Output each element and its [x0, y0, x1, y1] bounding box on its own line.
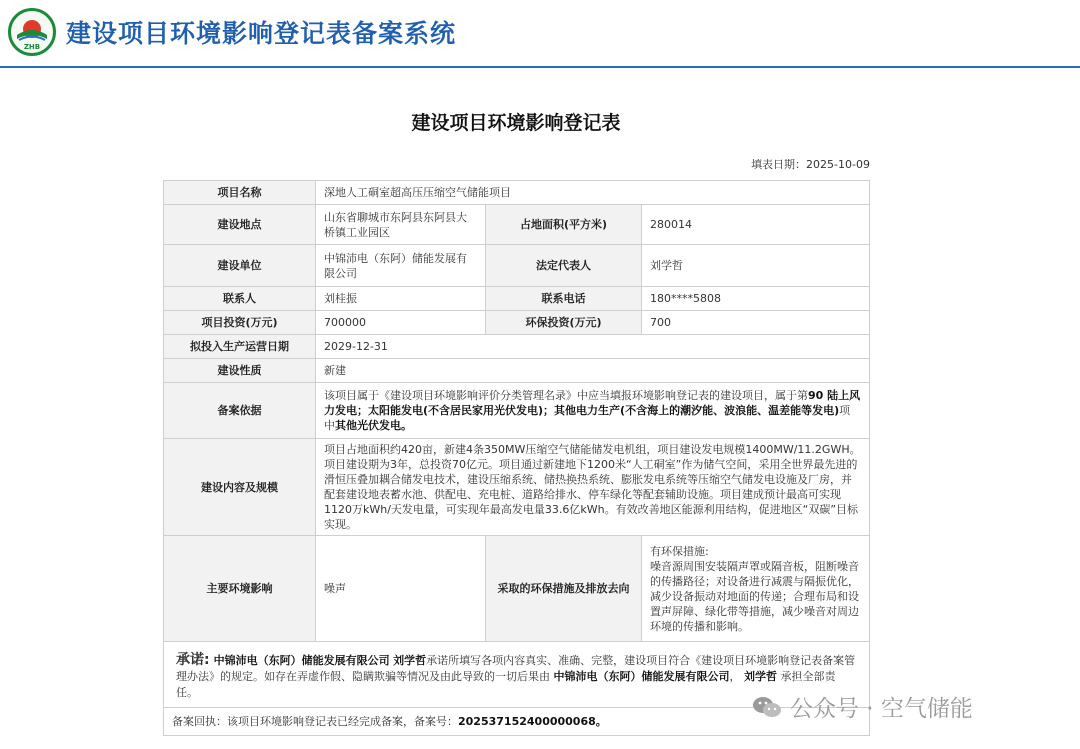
pledge-person: 刘学哲 — [393, 654, 427, 667]
env-investment-value: 700 — [642, 311, 870, 335]
investment-value: 700000 — [316, 311, 486, 335]
env-investment-label: 环保投资(万元) — [486, 311, 642, 335]
wechat-icon — [752, 694, 782, 720]
pledge-company-2: 中锦沛电（东阿）储能发展有限公司 — [553, 670, 730, 683]
area-value: 280014 — [642, 205, 870, 245]
zhb-logo — [8, 8, 56, 56]
impact-value: 噪声 — [316, 536, 486, 642]
pledge-sep: ， — [729, 670, 741, 683]
legal-rep-label: 法定代表人 — [486, 245, 642, 287]
basis-text-1: 该项目属于《建设项目环境影响评价分类管理名录》中应当填报环境影响登记表的建设项目，属于第 — [324, 389, 808, 402]
watermark — [752, 690, 973, 723]
receipt-number: 202537152400000068。 — [458, 715, 607, 728]
pledge-company: 中锦沛电（东阿）储能发展有限公司 — [213, 654, 390, 667]
phone-value: 180****5808 — [642, 287, 870, 311]
contact-label: 联系人 — [164, 287, 316, 311]
measures-value — [642, 536, 870, 642]
row-unit — [164, 245, 870, 287]
row-impact — [164, 536, 870, 642]
basis-value — [316, 383, 870, 439]
scope-value: 项目占地面积约420亩，新建4条350MW压缩空气储能储发电机组，项目建设发电规模1400MW/11.2GWH。项目建设期为3年，总投资70亿元。项目通过新建地下1200米“人工硐室”作为储气空间，采用全世界最先进的滑恒压叠加耦合储发电技术，建设压缩系统、储热换热系统、膨胀发电系统等压缩空气储发电设施及厂房，并配套建设地表蓄水池、供配电、充电桩、道路给排水、停车绿化等配套辅助设施。项目建成预计最高可实现1120万kWh/天发电量，可实现年最高发电量33.6亿kWh。有效改善地区能源利用结构，促进地区“双碳”目标实现。 — [316, 439, 870, 536]
fill-date: 填表日期：2025-10-09 — [751, 158, 870, 171]
row-scope — [164, 439, 870, 536]
project-name-value: 深地人工硐室超高压压缩空气储能项目 — [316, 181, 870, 205]
operation-date-label: 拟投入生产运营日期 — [164, 335, 316, 359]
legal-rep-value: 刘学哲 — [642, 245, 870, 287]
scope-label: 建设内容及规模 — [164, 439, 316, 536]
unit-value: 中锦沛电（东阿）储能发展有限公司 — [316, 245, 486, 287]
measures-label: 采取的环保措施及排放去向 — [486, 536, 642, 642]
basis-category: 90 陆上风力发电；太阳能发电(不含居民家用光伏发电)；其他电力生产(不含海上的潮汐能、波浪能、温差能等发电) — [324, 389, 861, 417]
pledge-person-2: 刘学哲 — [744, 670, 777, 683]
basis-label: 备案依据 — [164, 383, 316, 439]
row-basis — [164, 383, 870, 439]
basis-text-2: 项中 — [324, 404, 851, 432]
unit-label: 建设单位 — [164, 245, 316, 287]
contact-value: 刘桂振 — [316, 287, 486, 311]
app-header — [0, 0, 1080, 68]
project-name-label: 项目名称 — [164, 181, 316, 205]
site-title: 建设项目环境影响登记表备案系统 — [66, 19, 457, 48]
document-title: 建设项目环境影响登记表 — [411, 112, 621, 134]
investment-label: 项目投资(万元) — [164, 311, 316, 335]
nature-label: 建设性质 — [164, 359, 316, 383]
row-contact — [164, 287, 870, 311]
row-project-name — [164, 181, 870, 205]
measures-title: 有环保措施: — [650, 544, 709, 558]
basis-subcategory: 其他光伏发电。 — [335, 419, 412, 432]
location-label: 建设地点 — [164, 205, 316, 245]
logo-text: ZHB — [23, 43, 41, 51]
phone-label: 联系电话 — [486, 287, 642, 311]
location-value: 山东省聊城市东阿县东阿县大桥镇工业园区 — [316, 205, 486, 245]
receipt-label: 备案回执：该项目环境影响登记表已经完成备案，备案号： — [172, 715, 458, 728]
row-investment — [164, 311, 870, 335]
pledge-end: 承担全部责任。 — [176, 670, 836, 699]
operation-date-value: 2029-12-31 — [316, 335, 870, 359]
row-location — [164, 205, 870, 245]
measures-text: 噪音源周围安装隔声罩或隔音板，阻断噪音的传播路径；对设备进行减震与隔振优化，减少设备振动对地面的传递；合理布局和设置声屏障、绿化带等措施，减少噪音对周边环境的传播和影响。 — [650, 559, 859, 633]
watermark-text: 公众号 · 空气储能 — [790, 696, 973, 722]
impact-label: 主要环境影响 — [164, 536, 316, 642]
nature-value: 新建 — [316, 359, 870, 383]
row-operation-date — [164, 335, 870, 359]
pledge-body: 承诺所填写各项内容真实、准确、完整，建设项目符合《建设项目环境影响登记表备案管理办法》的规定。如存在弄虚作假、隐瞒欺骗等情况及由此导致的一切后果由 — [176, 654, 856, 683]
row-nature — [164, 359, 870, 383]
registration-form — [163, 180, 870, 736]
pledge-head: 承诺: — [176, 652, 210, 668]
area-label: 占地面积(平方米) — [486, 205, 642, 245]
